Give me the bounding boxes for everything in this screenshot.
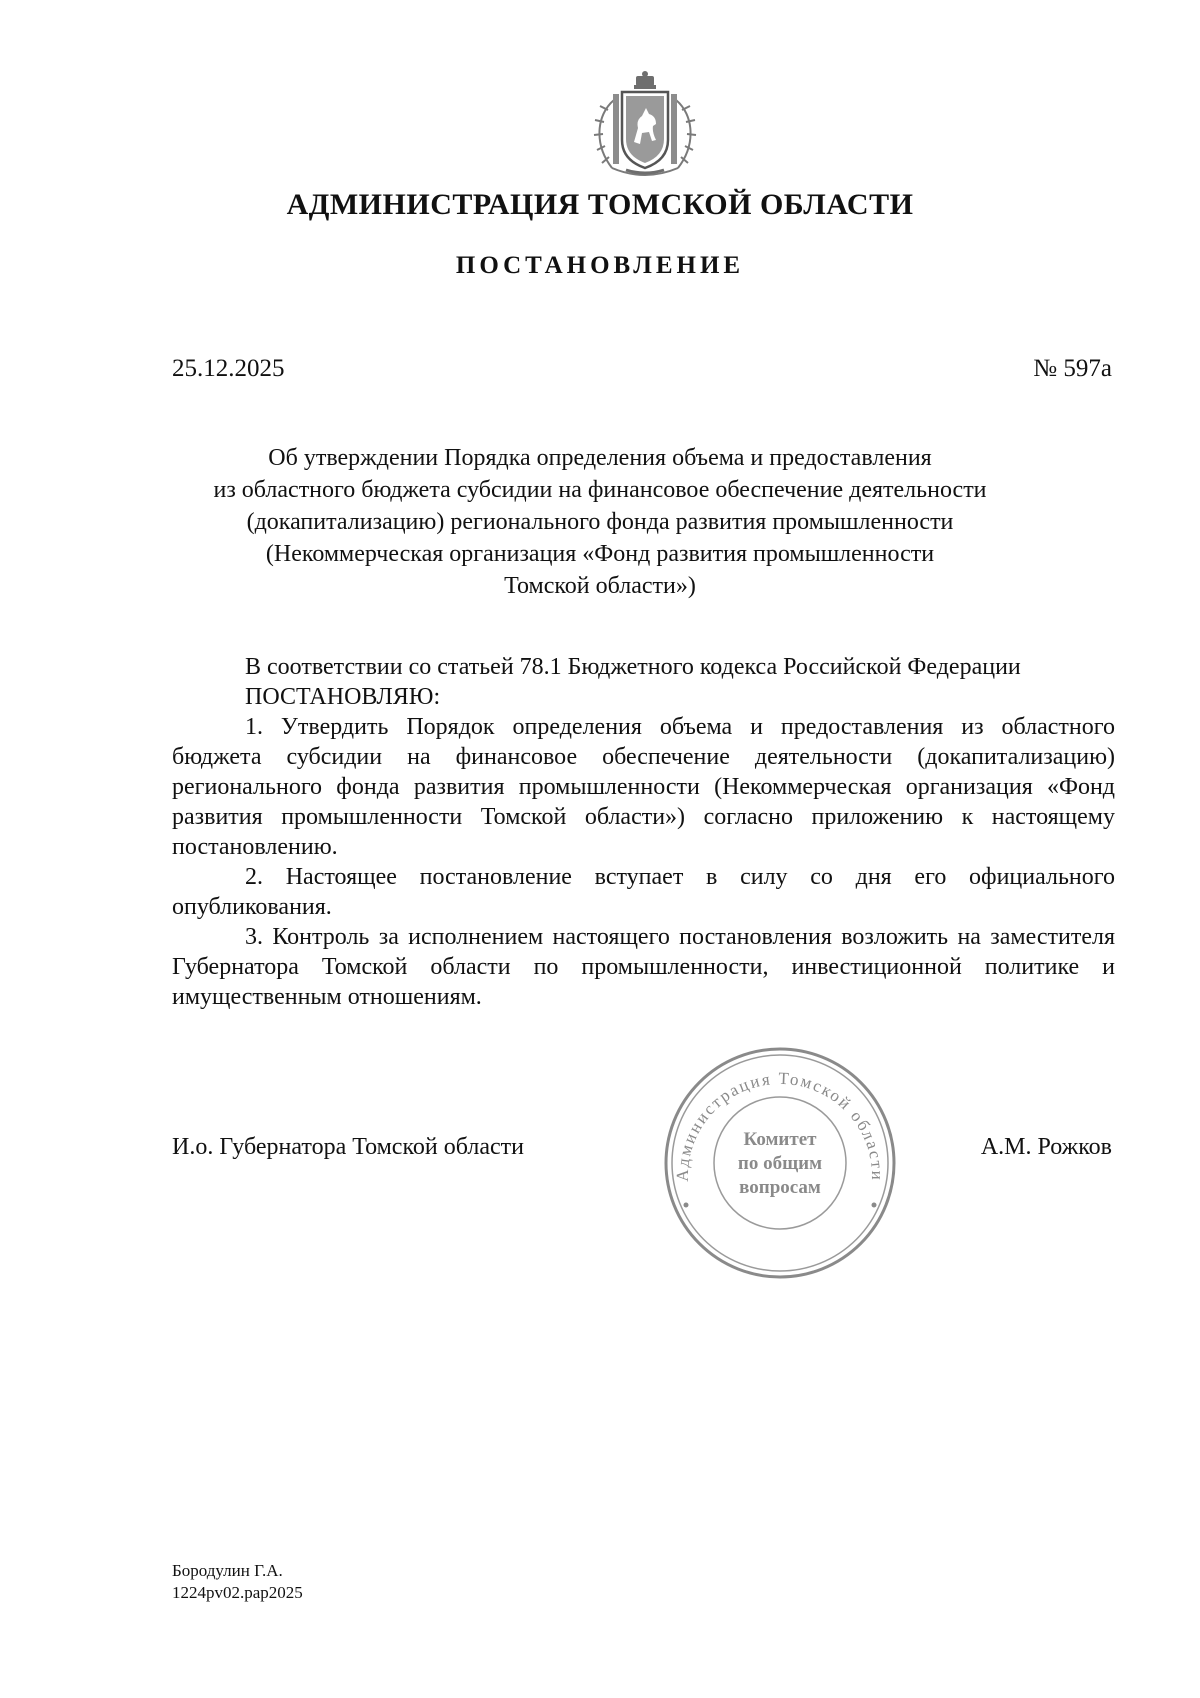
subject-line: Об утверждении Порядка определения объема и предоставления	[268, 445, 932, 471]
file-code: 1224pv02.pap2025	[172, 1583, 303, 1602]
subject-line: из областного бюджета субсидии на финансовое обеспечение деятельности	[213, 477, 987, 503]
seal-ring-text: Администрация Томской области	[672, 1068, 888, 1182]
seal-center-line: по общим	[737, 1153, 823, 1174]
seal-center-line: вопросам	[739, 1177, 821, 1198]
tomsk-coat-of-arms-icon	[586, 70, 704, 180]
clause-1: 1. Утвердить Порядок определения объема и предоставления из областного бюджета субсидии на финансовое обеспечение деятельности (докапитализацию) регионального фонда развития промышленности (Некоммерческая организация «Фонд развития промышленности Томской области») согласно приложению к настоящему постановлению.	[172, 714, 1115, 860]
executor-name: Бородулин Г.А.	[172, 1561, 283, 1580]
clause-2: 2. Настоящее постановление вступает в силу со дня его официального опубликования.	[172, 864, 1115, 920]
subject-line: Томской области»)	[504, 573, 696, 599]
seal-center-line: Комитет	[743, 1129, 817, 1150]
legal-basis: В соответствии со статьей 78.1 Бюджетного кодекса Российской Федерации	[245, 654, 1021, 680]
resolve-heading: ПОСТАНОВЛЯЮ:	[245, 684, 441, 710]
signer-title: И.о. Губернатора Томской области	[172, 1134, 524, 1160]
document-body	[172, 652, 1115, 1012]
document-footer	[172, 1560, 303, 1604]
organization-title: АДМИНИСТРАЦИЯ ТОМСКОЙ ОБЛАСТИ	[286, 188, 914, 221]
subject-line: (Некоммерческая организация «Фонд развития промышленности	[265, 541, 935, 567]
subject-line: (докапитализацию) регионального фонда развития промышленности	[246, 509, 954, 535]
official-seal-stamp	[662, 1045, 898, 1281]
document-subject	[130, 442, 1070, 602]
document-number: № 597а	[1033, 355, 1112, 382]
document-type: ПОСТАНОВЛЕНИЕ	[455, 252, 745, 279]
clause-3: 3. Контроль за исполнением настоящего постановления возложить на заместителя Губернатора Томской области по промышленности, инвестиционной политике и имущественным отношениям.	[172, 924, 1115, 1010]
signer-name: А.М. Рожков	[980, 1134, 1112, 1160]
document-date: 25.12.2025	[172, 355, 285, 382]
